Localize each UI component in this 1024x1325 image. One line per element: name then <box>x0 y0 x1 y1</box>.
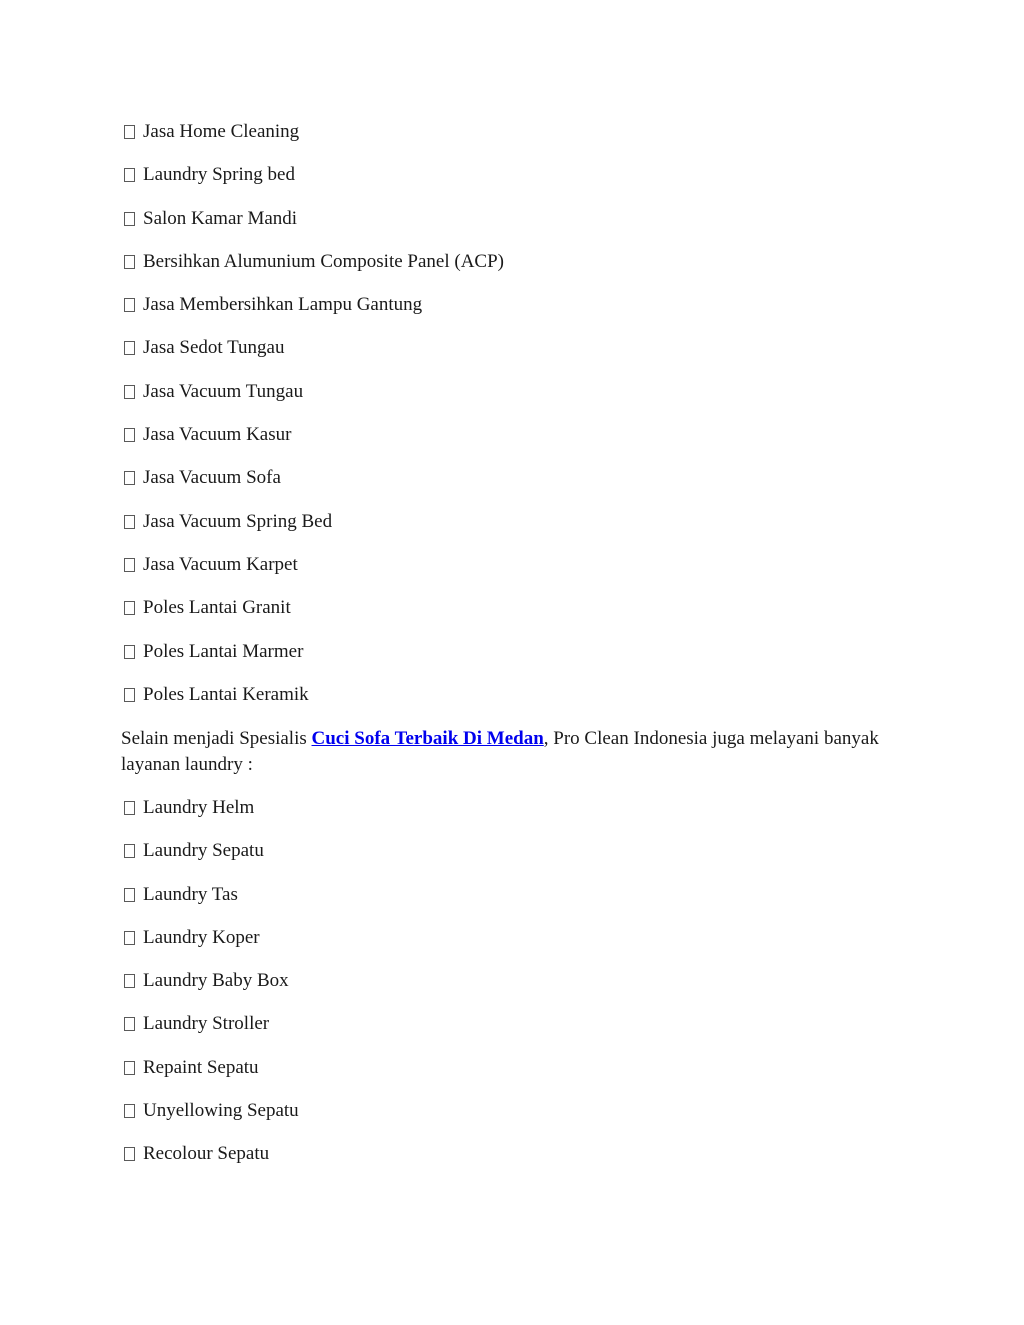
list-item-label: Laundry Helm <box>143 797 255 818</box>
list-item <box>121 926 901 969</box>
list-item <box>121 883 901 926</box>
list-item-label: Jasa Sedot Tungau <box>143 337 285 359</box>
list-item <box>121 336 901 379</box>
list-item <box>121 163 901 206</box>
intro-paragraph <box>121 726 901 778</box>
missing-glyph-box-icon <box>124 341 135 355</box>
missing-glyph-box-icon <box>124 1061 135 1075</box>
list-item-label: Jasa Vacuum Sofa <box>143 467 281 489</box>
services-list <box>121 120 901 726</box>
list-item <box>121 640 901 683</box>
list-item-label: Bersihkan Alumunium Composite Panel (ACP) <box>143 250 504 272</box>
list-item-label: Laundry Stroller <box>143 1013 270 1035</box>
missing-glyph-box-icon <box>124 385 135 399</box>
list-item <box>121 207 901 250</box>
list-item <box>121 969 901 1012</box>
missing-glyph-box-icon <box>124 601 135 615</box>
list-item <box>121 423 901 466</box>
list-item <box>121 839 901 882</box>
list-item <box>121 1056 901 1099</box>
missing-glyph-box-icon <box>124 801 135 815</box>
missing-glyph-box-icon <box>124 212 135 226</box>
list-item-label: Laundry Sepatu <box>143 840 264 862</box>
list-item-label: Laundry Baby Box <box>143 970 289 992</box>
missing-glyph-box-icon <box>124 515 135 529</box>
missing-glyph-box-icon <box>124 298 135 312</box>
list-item-label: Jasa Home Cleaning <box>143 121 300 142</box>
missing-glyph-box-icon <box>124 125 135 139</box>
missing-glyph-box-icon <box>124 1017 135 1031</box>
paragraph-text-after: , Pro Clean Indonesia juga melayani banyak layanan laundry : <box>121 728 879 775</box>
missing-glyph-box-icon <box>124 888 135 902</box>
list-item-label: Jasa Vacuum Spring Bed <box>143 510 333 532</box>
list-item <box>121 250 901 293</box>
missing-glyph-box-icon <box>124 645 135 659</box>
list-item <box>121 510 901 553</box>
missing-glyph-box-icon <box>124 1147 135 1161</box>
missing-glyph-box-icon <box>124 844 135 858</box>
list-item <box>121 293 901 336</box>
list-item-label: Jasa Vacuum Karpet <box>143 553 298 575</box>
missing-glyph-box-icon <box>124 428 135 442</box>
list-item-label: Poles Lantai Marmer <box>143 640 304 662</box>
laundry-services-list <box>121 796 901 1186</box>
list-item-label: Repaint Sepatu <box>143 1056 259 1078</box>
list-item <box>121 380 901 423</box>
missing-glyph-box-icon <box>124 688 135 702</box>
list-item-label: Poles Lantai Granit <box>143 597 291 619</box>
list-item <box>121 553 901 596</box>
list-item <box>121 683 901 726</box>
list-item <box>121 1099 901 1142</box>
list-item-label: Jasa Vacuum Kasur <box>143 424 292 446</box>
missing-glyph-box-icon <box>124 974 135 988</box>
list-item <box>121 1012 901 1055</box>
list-item-label: Laundry Spring bed <box>143 164 295 186</box>
list-item-label: Unyellowing Sepatu <box>143 1100 299 1122</box>
list-item <box>121 1142 901 1185</box>
list-item-label: Laundry Tas <box>143 883 238 905</box>
list-item <box>121 466 901 509</box>
list-item-label: Salon Kamar Mandi <box>143 207 298 229</box>
paragraph-text-before: Selain menjadi Spesialis <box>121 728 312 749</box>
missing-glyph-box-icon <box>124 471 135 485</box>
list-item-label: Jasa Membersihkan Lampu Gantung <box>143 294 423 316</box>
missing-glyph-box-icon <box>124 255 135 269</box>
list-item-label: Poles Lantai Keramik <box>143 683 309 705</box>
list-item <box>121 120 901 163</box>
missing-glyph-box-icon <box>124 1104 135 1118</box>
list-item-label: Laundry Koper <box>143 926 260 948</box>
missing-glyph-box-icon <box>124 931 135 945</box>
list-item-label: Recolour Sepatu <box>143 1143 270 1165</box>
missing-glyph-box-icon <box>124 168 135 182</box>
list-item <box>121 796 901 839</box>
list-item-label: Jasa Vacuum Tungau <box>143 380 304 402</box>
list-item <box>121 596 901 639</box>
cuci-sofa-link[interactable]: Cuci Sofa Terbaik Di Medan <box>311 728 544 749</box>
missing-glyph-box-icon <box>124 558 135 572</box>
